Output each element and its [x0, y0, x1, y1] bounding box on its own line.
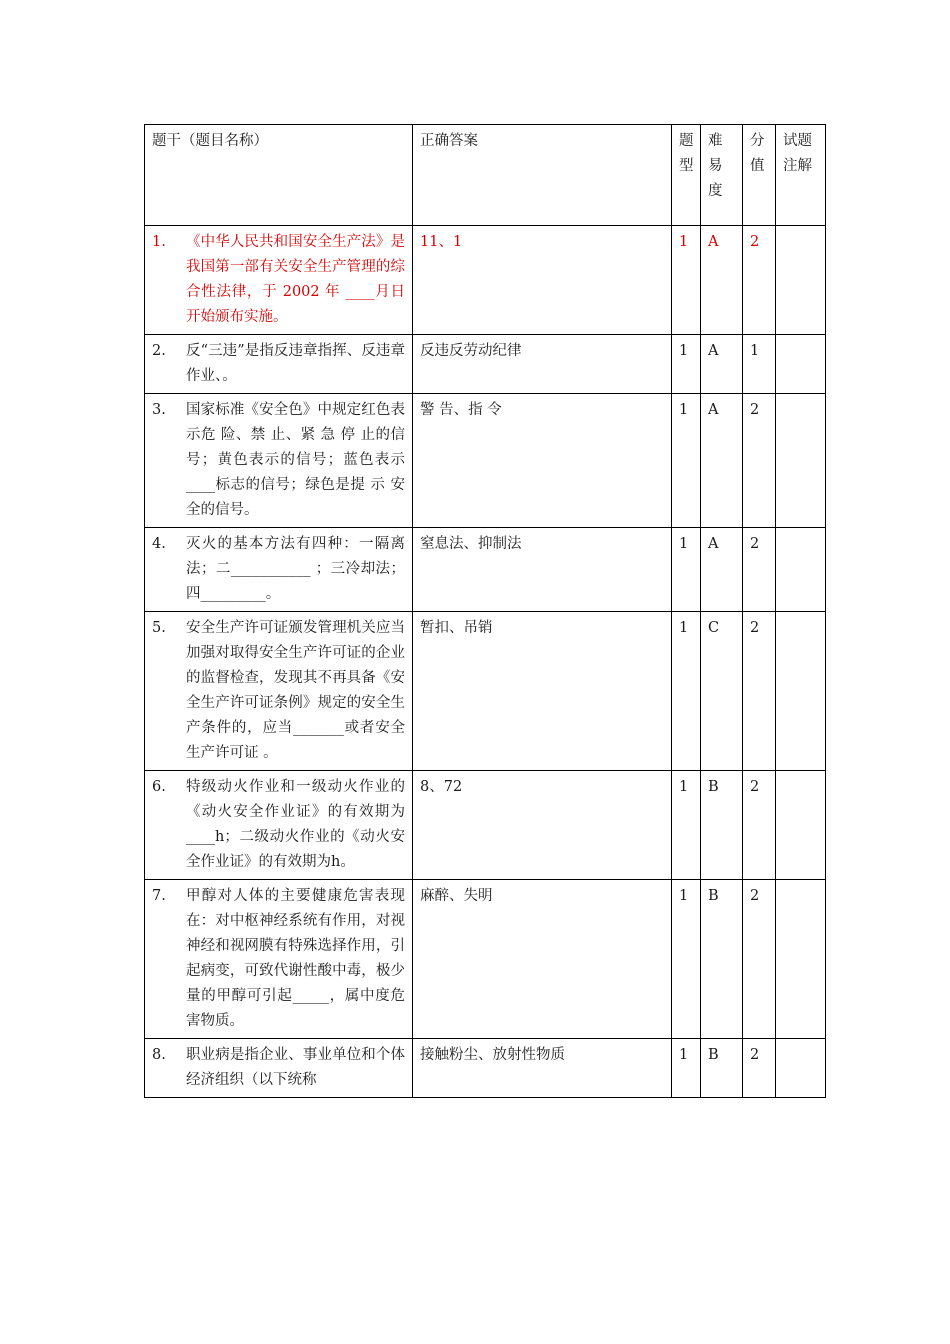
difficulty-cell: A	[701, 335, 743, 394]
type-cell: 1	[672, 394, 701, 528]
difficulty-cell: A	[701, 226, 743, 335]
answer-cell: 11、1	[413, 226, 672, 335]
question-stem-cell	[145, 612, 413, 771]
question-number: 8.	[152, 1047, 166, 1063]
header-answer: 正确答案	[413, 125, 672, 226]
question-number: 1.	[152, 234, 166, 250]
question-row	[145, 880, 826, 1039]
question-number: 5.	[152, 620, 166, 636]
score-cell: 2	[743, 1039, 776, 1098]
header-note: 试题注解	[776, 125, 826, 226]
difficulty-cell: A	[701, 528, 743, 612]
question-table	[144, 124, 826, 1098]
type-cell: 1	[672, 226, 701, 335]
question-stem: 国家标准《安全色》中规定红色表示危 险、禁 止、紧 急 停 止的信号；黄色表示的信号；蓝色表示____标志的信号；绿色是提 示 安 全的信号。	[186, 402, 405, 518]
question-row	[145, 226, 826, 335]
answer-cell: 窒息法、抑制法	[413, 528, 672, 612]
question-number: 3.	[152, 402, 166, 418]
type-cell: 1	[672, 335, 701, 394]
question-row	[145, 394, 826, 528]
note-cell	[776, 335, 826, 394]
note-cell	[776, 771, 826, 880]
type-cell: 1	[672, 1039, 701, 1098]
score-cell: 2	[743, 528, 776, 612]
question-stem: 灭火的基本方法有四种：一隔离法；二___________ ；三冷却法；四_________。	[186, 536, 405, 602]
question-stem-cell	[145, 1039, 413, 1098]
question-row	[145, 771, 826, 880]
note-cell	[776, 226, 826, 335]
question-stem-cell	[145, 528, 413, 612]
answer-cell: 麻醉、失明	[413, 880, 672, 1039]
difficulty-cell: B	[701, 880, 743, 1039]
question-stem: 反“三违”是指反违章指挥、反违章作业、。	[186, 343, 405, 384]
score-cell: 2	[743, 226, 776, 335]
header-row	[145, 125, 826, 226]
question-row	[145, 335, 826, 394]
question-stem-cell	[145, 226, 413, 335]
header-stem: 题干（题目名称）	[145, 125, 413, 226]
type-cell: 1	[672, 612, 701, 771]
question-stem: 甲醇对人体的主要健康危害表现在：对中枢神经系统有作用，对视神经和视网膜有特殊选择作用，引起病变，可致代谢性酸中毒，极少量的甲醇可引起_____，属中度危害物质。	[186, 888, 405, 1029]
header-score: 分值	[743, 125, 776, 226]
score-cell: 2	[743, 612, 776, 771]
question-number: 2.	[152, 343, 166, 359]
score-cell: 1	[743, 335, 776, 394]
question-number: 7.	[152, 888, 166, 904]
header-difficulty: 难易度	[701, 125, 743, 226]
question-stem-cell	[145, 335, 413, 394]
question-stem: 职业病是指企业、事业单位和个体经济组织（以下统称	[186, 1047, 405, 1088]
note-cell	[776, 1039, 826, 1098]
type-cell: 1	[672, 528, 701, 612]
type-cell: 1	[672, 771, 701, 880]
difficulty-cell: B	[701, 771, 743, 880]
question-number: 6.	[152, 779, 166, 795]
difficulty-cell: A	[701, 394, 743, 528]
answer-cell: 暂扣、吊销	[413, 612, 672, 771]
header-type: 题型	[672, 125, 701, 226]
answer-cell: 8、72	[413, 771, 672, 880]
question-row	[145, 612, 826, 771]
question-stem-cell	[145, 394, 413, 528]
difficulty-cell: B	[701, 1039, 743, 1098]
answer-cell: 警 告、指 令	[413, 394, 672, 528]
question-stem-cell	[145, 771, 413, 880]
question-row	[145, 528, 826, 612]
question-row	[145, 1039, 826, 1098]
note-cell	[776, 612, 826, 771]
difficulty-cell: C	[701, 612, 743, 771]
question-stem-cell	[145, 880, 413, 1039]
note-cell	[776, 528, 826, 612]
type-cell: 1	[672, 880, 701, 1039]
answer-cell: 接触粉尘、放射性物质	[413, 1039, 672, 1098]
score-cell: 2	[743, 771, 776, 880]
note-cell	[776, 394, 826, 528]
question-stem: 安全生产许可证颁发管理机关应当加强对取得安全生产许可证的企业的监督检查，发现其不再具备《安全生产许可证条例》规定的安全生产条件的，应当_______或者安全生产许可证 。	[186, 620, 405, 761]
score-cell: 2	[743, 394, 776, 528]
question-stem: 《中华人民共和国安全生产法》是我国第一部有关安全生产管理的综合性法律，于 2002 年 ____月日开始颁布实施。	[186, 234, 405, 325]
question-number: 4.	[152, 536, 166, 552]
answer-cell: 反违反劳动纪律	[413, 335, 672, 394]
score-cell: 2	[743, 880, 776, 1039]
question-rows	[145, 226, 826, 1098]
question-stem: 特级动火作业和一级动火作业的《动火安全作业证》的有效期为____h；二级动火作业的《动火安全作业证》的有效期为h。	[186, 779, 405, 870]
note-cell	[776, 880, 826, 1039]
